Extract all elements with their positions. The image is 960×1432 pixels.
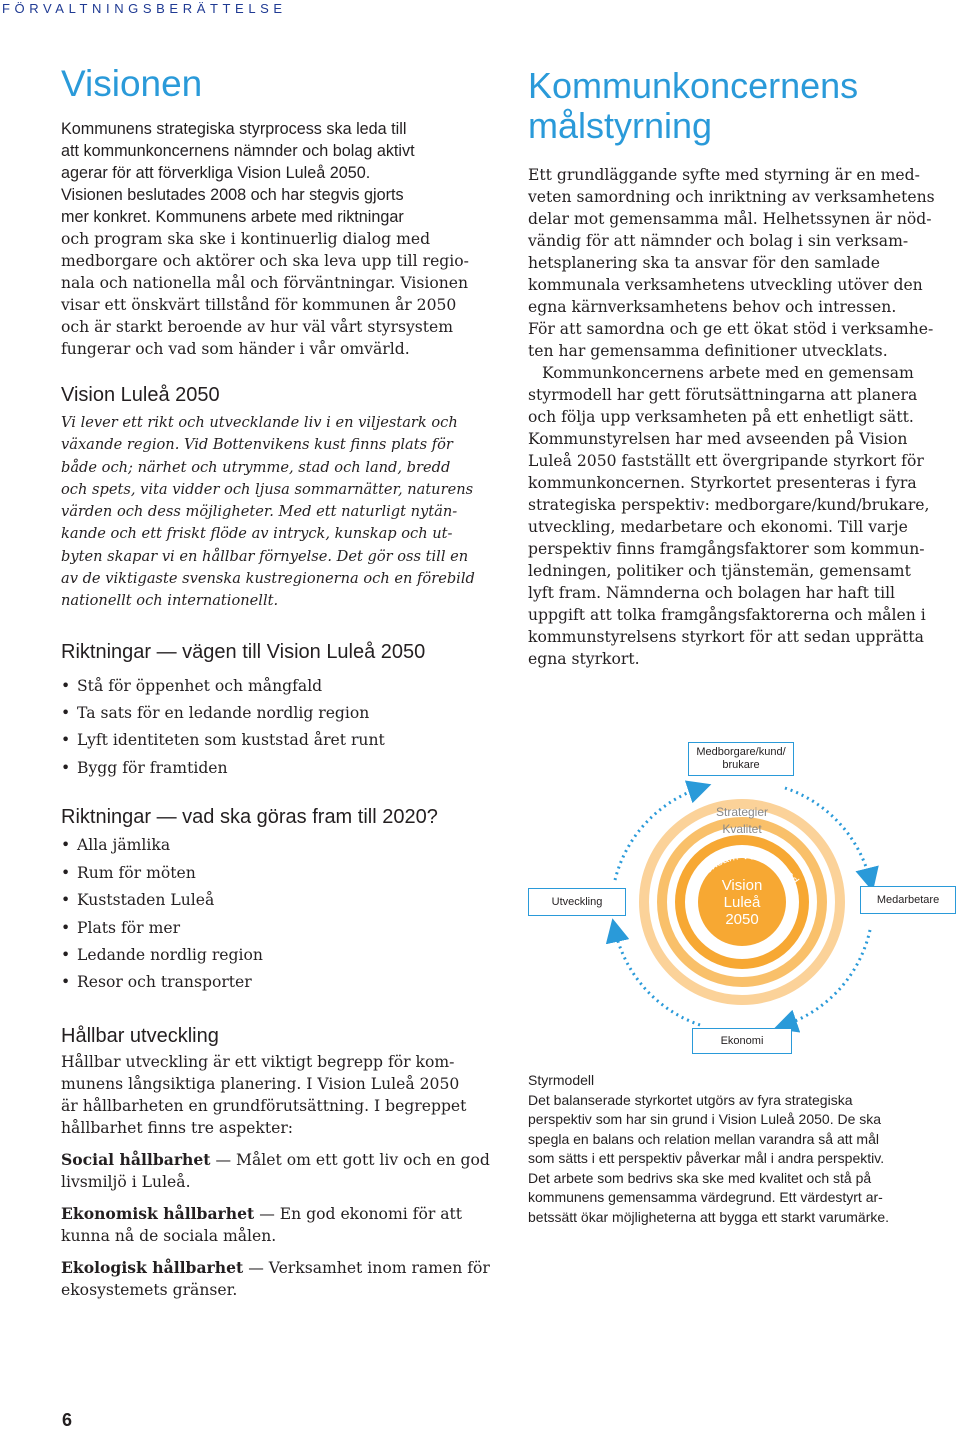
perspective-box-utveckling: Utveckling — [528, 888, 626, 916]
vision-line: kande och ett friskt flöde av intryck, kunskap och ut- — [61, 525, 453, 543]
box-line: brukare — [722, 759, 760, 771]
vision-heading: Vision Luleå 2050 — [61, 384, 220, 406]
para-line: Luleå 2050 fastställt ett övergripande styrkort för — [528, 452, 924, 470]
vision-line: växande region. Vid Bottenvikens kust finns plats för — [61, 436, 453, 454]
list-item: • Ledande nordlig region — [61, 942, 491, 969]
hallbar-section — [61, 1023, 491, 1301]
riktningar-2020-heading: Riktningar — vad ska göras fram till 2020? — [61, 806, 438, 829]
para-line: Kommunkoncernens arbete med en gemensam — [542, 364, 914, 382]
para-line: Ett grundläggande syfte med styrning är en med- — [528, 166, 920, 184]
box-line: Medborgare/kund/ — [696, 746, 786, 758]
para-line: egna styrkort. — [528, 650, 640, 668]
perspective-box-medborgare — [688, 742, 794, 776]
malstyrning-para2 — [528, 362, 950, 670]
hallbar-text — [61, 1051, 491, 1139]
malstyrning-para1 — [528, 164, 950, 362]
title-line: målstyrning — [528, 105, 713, 146]
vision-line: byten skapar vi en hållbar förnyelse. Det gör oss till en — [61, 547, 469, 565]
vision-text — [61, 412, 491, 613]
caption-line: betssätt ökar möjligheterna att bygga ett starkt varumärke. — [528, 1208, 890, 1225]
perspective-box-medarbetare: Medarbetare — [860, 886, 956, 914]
section-header: FÖRVALTNINGSBERÄTTELSE — [2, 1, 287, 16]
para-line: strategiska perspektiv: medborgare/kund/brukare, — [528, 496, 930, 514]
para-line: kommunstyrelsens styrkort för att sedan upprätta — [528, 628, 924, 646]
styrmodell-diagram — [520, 730, 960, 1070]
vision-line: nationellt och internationellt. — [61, 592, 279, 610]
para-line: styrmodell har gett förutsättningarna att planera — [528, 386, 918, 404]
riktningar-2050-list — [61, 673, 491, 783]
list-item: • Lyft identiteten som kuststad året runt — [61, 727, 491, 754]
riktningar-2020-section — [61, 804, 491, 996]
hallbar-line: munens långsiktiga planering. I Vision Luleå 2050 — [61, 1074, 460, 1093]
ring-label-strategier: Strategier — [715, 805, 769, 819]
diagram-caption — [528, 1071, 956, 1227]
aspect-text: — Målet om ett gott liv och en god livsmiljö i Luleå. — [61, 1150, 490, 1191]
caption-line: perspektiv som har sin grund i Vision Luleå 2050. De ska — [528, 1111, 882, 1127]
vision-line: av de viktigaste svenska kustregionerna och en förebild — [61, 570, 475, 588]
perspective-box-ekonomi: Ekonomi — [692, 1028, 792, 1054]
para-line: kommunkoncernen. Styrkortet presenteras i fyra — [528, 474, 917, 492]
aspect-text: — En god ekonomi för att kunna nå de sociala målen. — [61, 1204, 463, 1245]
title-line: Kommunkoncernens — [528, 65, 859, 106]
list-item: • Kuststaden Luleå — [61, 887, 491, 914]
intro-line: Kommunens strategiska styrprocess ska leda till — [61, 120, 407, 138]
malstyrning-title — [528, 66, 950, 146]
aspect-ecological — [61, 1257, 491, 1301]
para-line: kommunala verksamhetens utveckling utöver den — [528, 276, 923, 294]
para-line: och följa upp verksamheten på ett enhetligt sätt. — [528, 408, 914, 426]
right-column — [528, 66, 950, 670]
para-line: utveckling, medarbetare och ekonomi. Till varje — [528, 518, 908, 536]
list-item: • Bygg för framtiden — [61, 755, 491, 782]
aspect-term: Social hållbarhet — [61, 1149, 211, 1169]
caption-line: spegla en balans och relation mellan varandra så att mål — [528, 1130, 879, 1147]
visionen-title: Visionen — [61, 63, 203, 104]
vision-line: Vi lever ett rikt och utvecklande liv i en viljestark och — [61, 414, 458, 431]
hallbar-heading: Hållbar utveckling — [61, 1024, 219, 1047]
caption-title: Styrmodell — [528, 1072, 595, 1088]
page-number: 6 — [62, 1410, 73, 1430]
list-item: • Stå för öppenhet och mångfald — [61, 673, 491, 700]
aspect-text: — Verksamhet inom ramen för ekosystemets gränser. — [61, 1258, 490, 1299]
list-item: • Alla jämlika — [61, 832, 491, 859]
hallbar-line: Hållbar utveckling är ett viktigt begrepp för kom- — [61, 1052, 455, 1071]
para-line: ten har gemensamma definitioner utvecklats. — [528, 342, 888, 360]
aspect-term: Ekonomisk hållbarhet — [61, 1203, 255, 1223]
riktningar-2050-section — [61, 639, 491, 783]
caption-line: Det arbete som bedrivs ska ske med kvalitet och stå på — [528, 1169, 872, 1186]
intro-line: att kommunkoncernens nämnder och bolag aktivt — [61, 142, 415, 160]
para-line: egna kärnverksamhetens behov och intressen. — [528, 298, 897, 316]
para-line: Kommunstyrelsen har med avseenden på Vision — [528, 430, 908, 448]
caption-line: kommunens gemensamma värdegrund. Ett värdestyrt ar- — [528, 1189, 883, 1205]
list-item: • Resor och transporter — [61, 969, 491, 996]
vision-line: både och; närhet och utrymme, stad och land, bredd — [61, 458, 451, 476]
hallbar-line: hållbarhet finns tre aspekter: — [61, 1118, 294, 1137]
para-line: vändig för att nämnder och bolag i sin verksam- — [528, 232, 909, 250]
intro-line: Visionen beslutades 2008 och har stegvis gjorts — [61, 186, 404, 204]
center-lulea: Luleå — [723, 894, 761, 911]
intro-line: medborgare och aktörer och ska leva upp till regio- — [61, 252, 469, 270]
list-item: • Ta sats för en ledande nordlig region — [61, 700, 491, 727]
intro-line: fungerar och vad som händer i vår omvärld. — [61, 340, 410, 358]
intro-line: nala och nationella mål och förväntningar. Visionen — [61, 274, 469, 292]
ring-label-vardegrund: Gemensam Värdegrund — [685, 850, 801, 896]
intro-line: och program ska ske i kontinuerlig dialog med — [61, 230, 431, 248]
para-line: perspektiv finns framgångsfaktorer som kommun- — [528, 540, 925, 558]
riktningar-2050-heading: Riktningar — vägen till Vision Luleå 2050 — [61, 640, 426, 663]
para-line: lyft fram. Nämnderna och bolagen har haft till — [528, 584, 896, 602]
hallbar-line: är hållbarheten en grundförutsättning. I begreppet — [61, 1096, 467, 1115]
intro-line: och är starkt beroende av hur väl vårt styrsystem — [61, 318, 454, 336]
para-line: ledningen, politiker och tjänstemän, gemensamt — [528, 562, 911, 580]
para-line: För att samordna och ge ett ökat stöd i verksamhe- — [528, 320, 934, 338]
para-line: hetsplanering ska ta ansvar för den samlade — [528, 254, 880, 272]
caption-line: som sätts i ett perspektiv påverkar mål i andra perspektiv. — [528, 1150, 885, 1166]
list-item: • Plats för mer — [61, 915, 491, 942]
list-item: • Rum för möten — [61, 860, 491, 887]
para-line: delar mot gemensamma mål. Helhetssynen är nöd- — [528, 210, 932, 228]
caption-line: Det balanserade styrkortet utgörs av fyra strategiska — [528, 1091, 853, 1108]
ring-label-kvalitet: Kvalitet — [722, 822, 762, 836]
riktningar-2020-list — [61, 832, 491, 996]
aspect-social — [61, 1149, 491, 1193]
center-vision: Vision — [721, 877, 763, 894]
aspect-economic — [61, 1203, 491, 1247]
para-line: uppgift att tolka framgångsfaktorerna och målen i — [528, 606, 926, 624]
center-2050: 2050 — [725, 911, 759, 928]
aspect-term: Ekologisk hållbarhet — [61, 1257, 244, 1277]
intro-line: mer konkret. Kommunens arbete med riktningar — [61, 208, 404, 226]
intro-line: visar ett önskvärt tillstånd för kommunen år 2050 — [61, 296, 457, 314]
visionen-intro — [61, 118, 491, 360]
vision-section — [61, 382, 491, 613]
left-column — [61, 62, 491, 1301]
intro-line: agerar för att förverkliga Vision Luleå 2050. — [61, 164, 371, 182]
para-line: veten samordning och inriktning av verksamhetens — [528, 188, 935, 206]
vision-line: värden och dess möjligheter. Med ett naturligt nytän- — [61, 503, 458, 521]
vision-line: och spets, vita vidder och ljusa sommarnätter, naturens — [61, 480, 474, 498]
